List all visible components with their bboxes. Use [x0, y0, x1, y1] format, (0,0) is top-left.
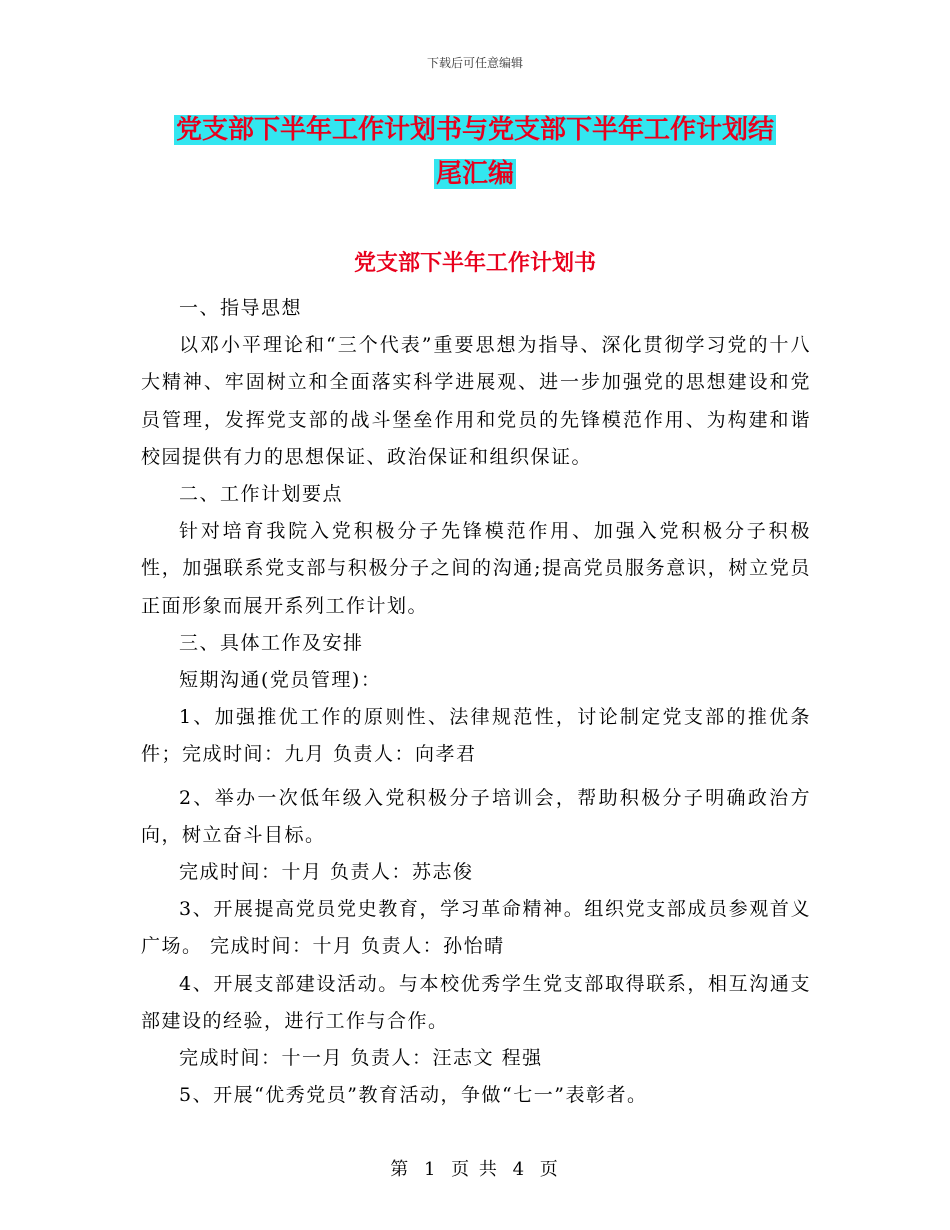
list-item-1: 1、加强推优工作的原则性、法律规范性，讨论制定党支部的推优条件；完成时间：九月 负责人：向孝君 — [141, 706, 811, 766]
footer-mid: 页 共 — [451, 1159, 499, 1180]
list-item-3: 3、开展提高党员党史教育，学习革命精神。组织党支部成员参观首义广场。 完成时间：十月 负责人：孙怡晴 — [141, 898, 811, 958]
title-line-1: 党支部下半年工作计划书与党支部下半年工作计划结 — [175, 115, 774, 145]
footer-total-pages: 4 — [512, 1159, 527, 1180]
paragraph-guiding-ideology: 以邓小平理论和“三个代表”重要思想为指导、深化贯彻学习党的十八大精神、牢固树立和全面落实科学进展观、进一步加强党的思想建设和党员管理，发挥党支部的战斗堡垒作用和党员的先锋模范作用、为构建和谐校园提供有力的思想保证、政治保证和组织保证。 — [141, 334, 811, 468]
list-item-5: 5、开展“优秀党员”教育活动，争做“七一”表彰者。 — [179, 1084, 648, 1107]
subheading-short-term: 短期沟通(党员管理)： — [179, 669, 382, 692]
heading-work-plan-points: 二、工作计划要点 — [179, 483, 344, 506]
list-item-4-time: 完成时间：十一月 负责人：汪志文 程强 — [179, 1047, 543, 1070]
section-title: 党支部下半年工作计划书 — [353, 251, 596, 276]
paragraph-work-plan-points: 针对培育我院入党积极分子先锋模范作用、加强入党积极分子积极性，加强联系党支部与积极分子之间的沟通;提高党员服务意识，树立党员正面形象而展开系列工作计划。 — [141, 520, 811, 617]
list-item-2-time: 完成时间：十月 负责人：苏志俊 — [179, 861, 474, 884]
body-text — [141, 290, 811, 1114]
heading-specific-work: 三、具体工作及安排 — [179, 631, 364, 654]
list-item-4: 4、开展支部建设活动。与本校优秀学生党支部取得联系，相互沟通支部建设的经验，进行工作与合作。 — [141, 972, 811, 1032]
document-title — [140, 108, 810, 196]
footer-suffix: 页 — [539, 1159, 560, 1180]
heading-guiding-ideology: 一、指导思想 — [179, 297, 303, 319]
page-footer — [0, 1155, 950, 1181]
header-note: 下载后可任意编辑 — [426, 56, 523, 70]
footer-current-page: 1 — [423, 1159, 438, 1180]
title-line-2: 尾汇编 — [435, 159, 514, 189]
list-item-2: 2、举办一次低年级入党积极分子培训会，帮助积极分子明确政治方向，树立奋斗目标。 — [141, 786, 811, 846]
footer-prefix: 第 — [390, 1159, 411, 1180]
